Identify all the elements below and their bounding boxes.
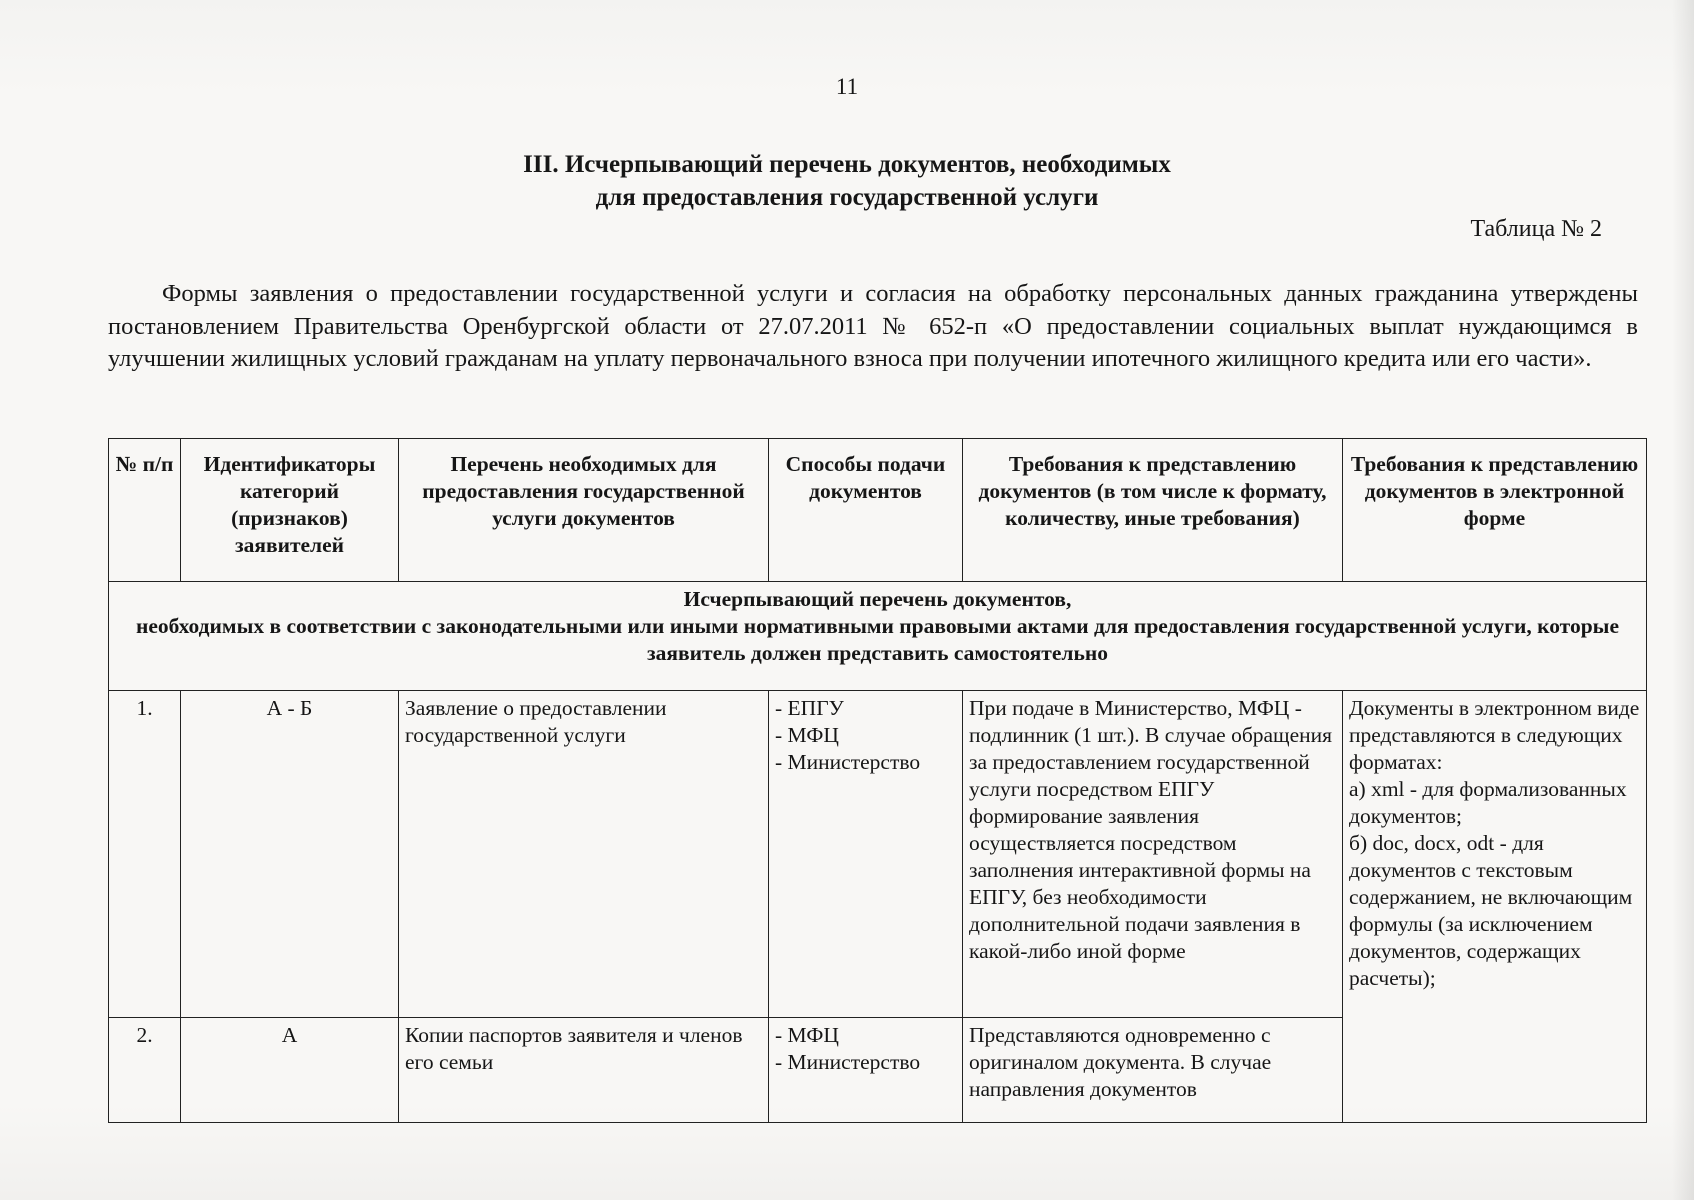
page-number: 11 xyxy=(835,74,859,99)
header-requirements: Требования к представлению документов (в том числе к формату, количеству, иные требования) xyxy=(963,439,1343,582)
section-heading xyxy=(0,148,1694,214)
row-methods xyxy=(769,1018,963,1123)
method-item: - Министерство xyxy=(775,1050,921,1074)
table-section-row xyxy=(109,582,1647,691)
documents-table xyxy=(108,438,1647,1123)
table-section-title xyxy=(109,582,1647,691)
method-item: - Министерство xyxy=(775,750,921,774)
header-submission-methods: Способы подачи документов xyxy=(769,439,963,582)
section-heading-line-1: III. Исчерпывающий перечень документов, необходимых xyxy=(523,151,1171,178)
method-item: - МФЦ xyxy=(775,1023,839,1047)
row-category: А - Б xyxy=(181,691,399,1018)
row-requirements: При подаче в Министерство, МФЦ - подлинник (1 шт.). В случае обращения за предоставлением государственной услуги посредством ЕПГУ формирование заявления осуществляется посредством заполнения интерактивной формы на ЕПГУ, без необходимости дополнительной подачи заявления в какой-либо иной форме xyxy=(963,691,1343,1018)
header-applicant-categories: Идентификаторы категорий (признаков) заявителей xyxy=(181,439,399,582)
row-category: А xyxy=(181,1018,399,1123)
table-row xyxy=(109,691,1647,1018)
row-number: 2. xyxy=(109,1018,181,1123)
header-documents-list: Перечень необходимых для предоставления государственной услуги документов xyxy=(399,439,769,582)
row-methods xyxy=(769,691,963,1018)
electronic-requirement-item: Документы в электронном виде представляются в следующих форматах: xyxy=(1349,696,1640,774)
method-item: - ЕПГУ xyxy=(775,696,844,720)
intro-paragraph: Формы заявления о предоставлении государственной услуги и согласия на обработку персональных данных гражданина утверждены постановлением Правительства Оренбургской области от 27.07.2011 № 652-п «О предоставлении социальных выплат нуждающимся в улучшении жилищных условий гражданам на уплату первоначального взноса при получении ипотечного жилищного кредита или его части». xyxy=(108,280,1638,372)
header-electronic-requirements: Требования к представлению документов в электронной форме xyxy=(1343,439,1647,582)
row-document: Копии паспортов заявителя и членов его семьи xyxy=(399,1018,769,1123)
table-caption: Таблица № 2 xyxy=(1470,216,1602,242)
section-heading-line-2: для предоставления государственной услуги xyxy=(595,184,1099,211)
method-item: - МФЦ xyxy=(775,723,839,747)
row-document: Заявление о предоставлении государственной услуги xyxy=(399,691,769,1018)
section-title-line-2: необходимых в соответствии с законодательными или иными нормативными правовыми актами для предоставления государственной услуги, которые заявитель должен представить самостоятельно xyxy=(136,614,1619,665)
row-number: 1. xyxy=(109,691,181,1018)
header-number: № п/п xyxy=(109,439,181,582)
electronic-requirement-item: а) xml - для формализованных документов; xyxy=(1349,777,1627,828)
table-header-row xyxy=(109,439,1647,582)
row-requirements: Представляются одновременно с оригиналом документа. В случае направления документов xyxy=(963,1018,1343,1123)
section-title-line-1: Исчерпывающий перечень документов, xyxy=(683,587,1072,611)
electronic-requirement-item: б) doc, docx, odt - для документов с текстовым содержанием, не включающим формулы (за исключением документов, содержащих расчеты); xyxy=(1349,831,1633,990)
electronic-requirements-cell xyxy=(1343,691,1647,1123)
